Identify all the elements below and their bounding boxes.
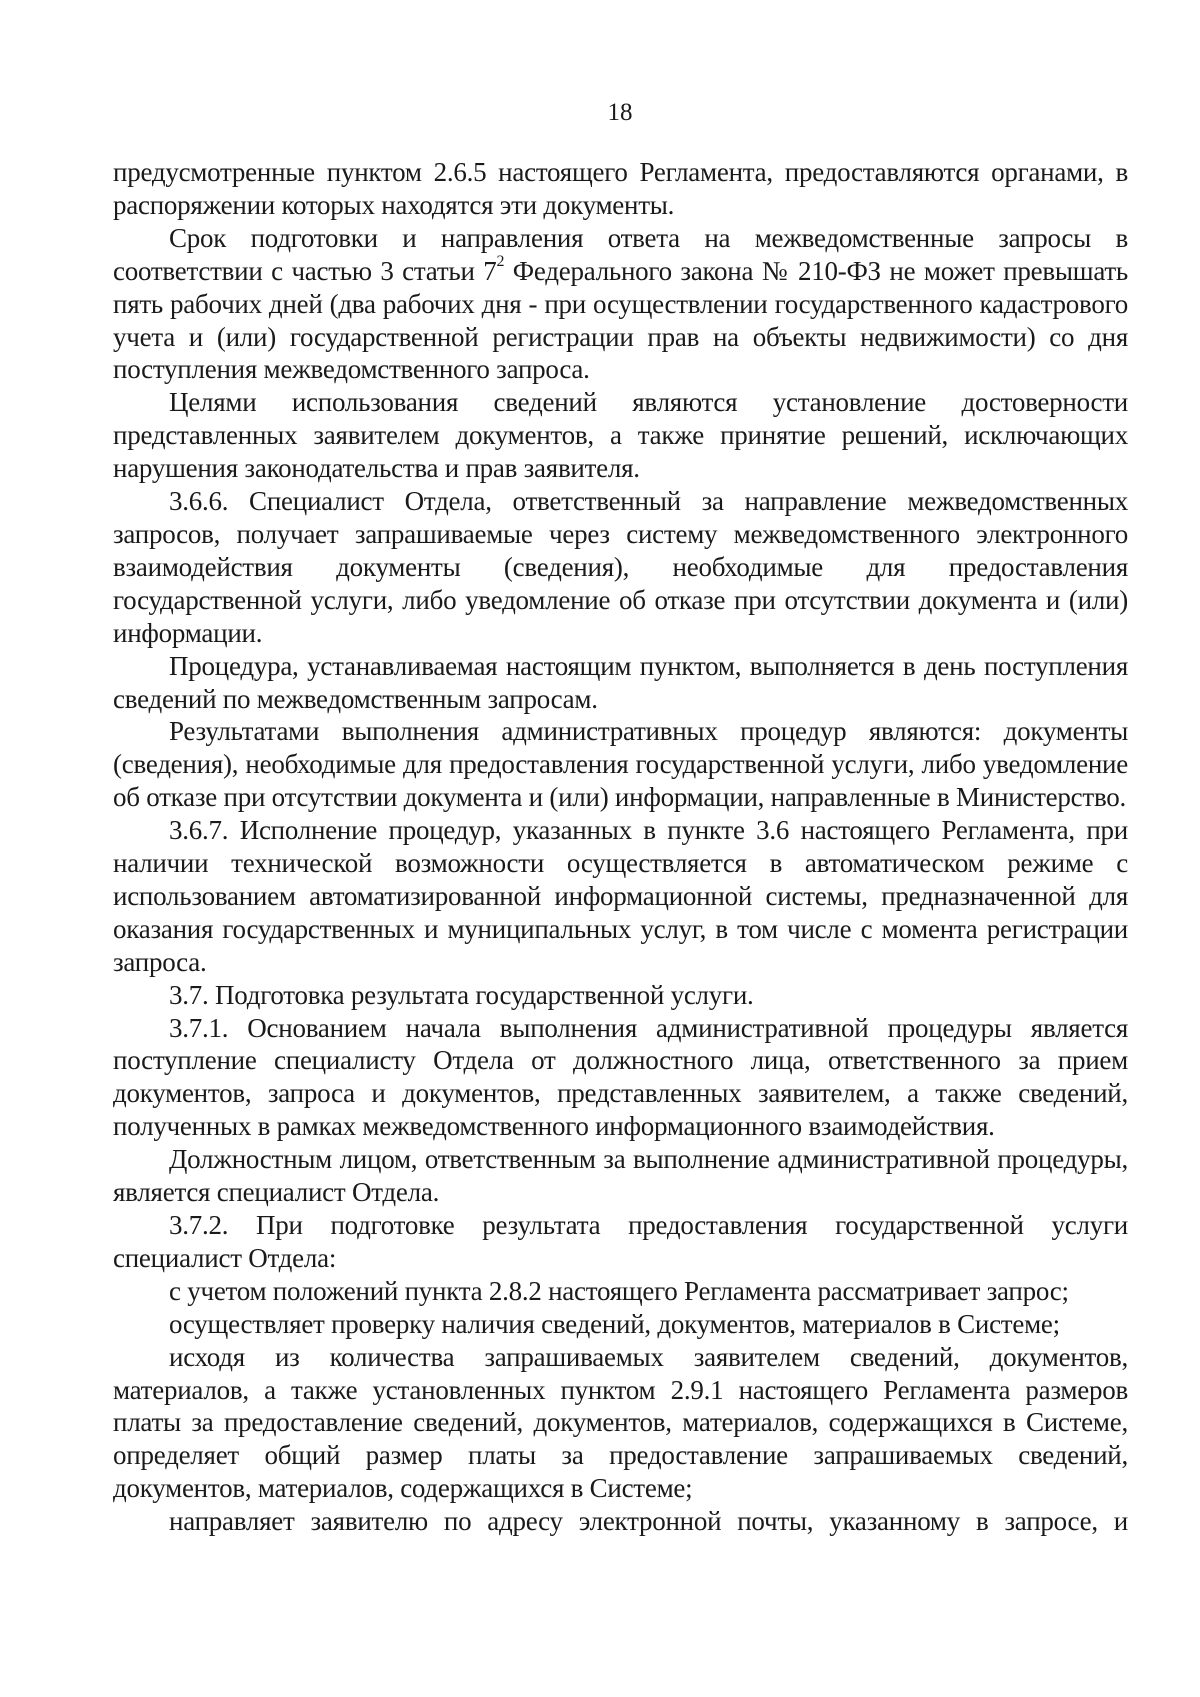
paragraph-2-text-after: Федерального закона № 210-ФЗ не может превышать пять рабочих дней (два рабочих дня - при осуществлении государственного кадастрового учета и (или) государственной регистрации прав на объекты недвижимости) со дня поступления межведомственного запроса. [113,255,1128,385]
paragraph-1: предусмотренные пунктом 2.6.5 настоящего Регламента, предоставляются органами, в распоряжении которых находятся эти документы. [113,157,1128,220]
document-body [113,156,1128,1538]
paragraph-3: Целями использования сведений являются установление достоверности представленных заявителем документов, а также принятие решений, исключающих нарушения законодательства и прав заявителя. [113,387,1128,484]
paragraph-8: 3.7. Подготовка результата государственной услуги. [169,979,754,1010]
superscript: 2 [496,252,505,270]
paragraph-11: 3.7.2. При подготовке результата предоставления государственной услуги специалист Отдела: [113,1210,1128,1273]
paragraph-15: направляет заявителю по адресу электронной почты, указанному в запросе, и [169,1506,1128,1537]
paragraph-14: исходя из количества запрашиваемых заявителем сведений, документов, материалов, а также установленных пунктом 2.9.1 настоящего Регламента размеров платы за предоставление сведений, документов, материалов, содержащихся в Системе, определяет общий размер платы за предоставление запрашиваемых сведений, документов, материалов, содержащихся в Системе; [113,1341,1128,1504]
page-number: 18 [607,99,633,126]
paragraph-2 [113,222,1128,387]
paragraph-5: Процедура, устанавливаемая настоящим пунктом, выполняется в день поступления сведений по межведомственным запросам. [113,650,1128,714]
paragraph-12: с учетом положений пункта 2.8.2 настоящего Регламента рассматривает запрос; [169,1275,1069,1306]
paragraph-9: 3.7.1. Основанием начала выполнения административной процедуры является поступление специалисту Отдела от должностного лица, ответственного за прием документов, запроса и документов, представленных заявителем, а также сведений, полученных в рамках межведомственного информационного взаимодействия. [113,1012,1128,1142]
paragraph-4: 3.6.6. Специалист Отдела, ответственный за направление межведомственных запросов, получает запрашиваемые через систему межведомственного электронного взаимодействия документы (сведения), необходимые для предоставления государственной услуги, либо уведомление об отказе при отсутствии документа и (или) информации. [113,486,1128,648]
paragraph-6: Результатами выполнения административных процедур являются: документы (сведения), необходимые для предоставления государственной услуги, либо уведомление об отказе при отсутствии документа и (или) информации, направленные в Министерство. [113,716,1128,813]
paragraph-10: Должностным лицом, ответственным за выполнение административной процедуры, является специалист Отдела. [113,1144,1128,1208]
paragraph-7: 3.6.7. Исполнение процедур, указанных в пункте 3.6 настоящего Регламента, при наличии технической возможности осуществляется в автоматическом режиме с использованием автоматизированной информационной системы, предназначенной для оказания государственных и муниципальных услуг, в том числе с момента регистрации запроса. [113,815,1128,977]
paragraph-13: осуществляет проверку наличия сведений, документов, материалов в Системе; [169,1308,1060,1339]
paragraph-2-text-before: Срок подготовки и направления ответа на межведомственные запросы в соответствии с частью 3 статьи 7 [113,222,1128,286]
